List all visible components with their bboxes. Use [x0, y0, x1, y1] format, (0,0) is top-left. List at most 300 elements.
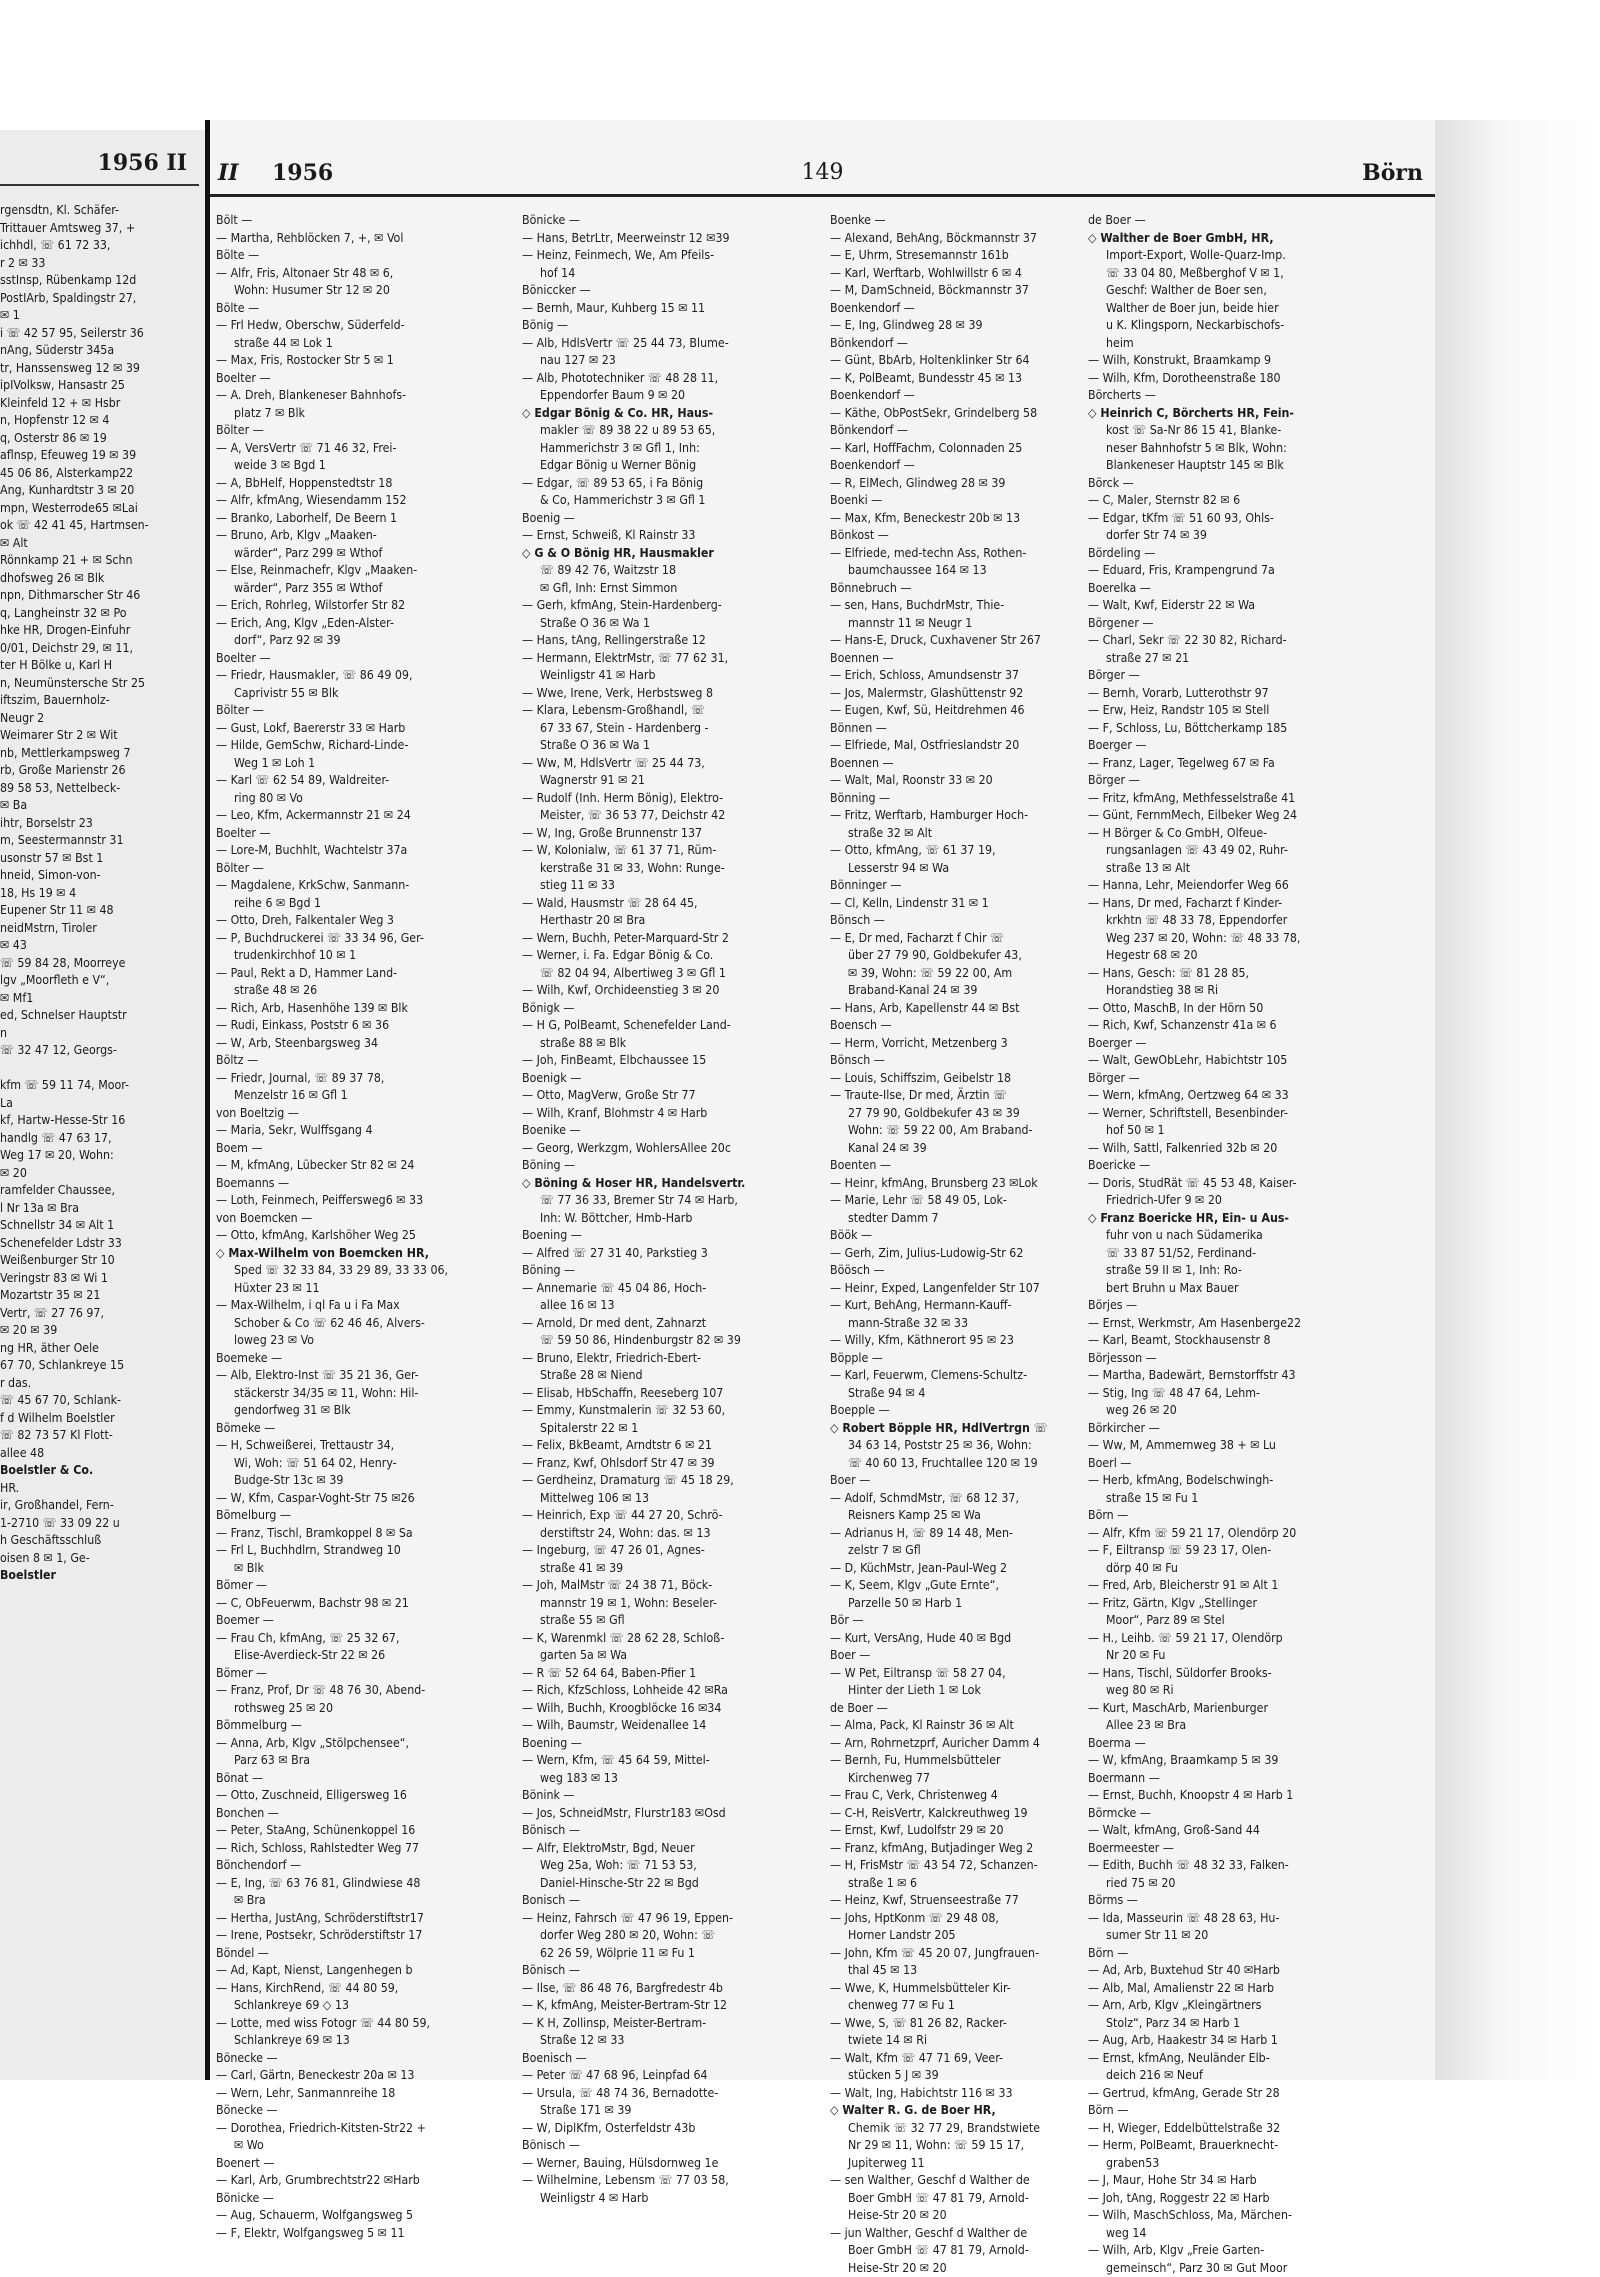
surname-heading: Boemanns —: [216, 1175, 438, 1193]
directory-entry-line: dörp 40 ✉ Fu: [1088, 1560, 1310, 1578]
directory-entry-line: Lesserstr 94 ✉ Wa: [830, 860, 1052, 878]
directory-entry-line: — Ernst, Schweiß, Kl Rainstr 33: [522, 527, 744, 545]
directory-entry-line: Heise-Str 20 ✉ 20: [830, 2207, 1052, 2225]
surname-heading: Bölte —: [216, 300, 438, 318]
directory-entry-line: — Anna, Arb, Klgv „Stölpchensee“,: [216, 1735, 438, 1753]
left-page-line: aflnsp, Efeuweg 19 ✉ 39: [0, 447, 197, 465]
left-page-line: handlg ☏ 47 63 17,: [0, 1130, 197, 1148]
directory-entry-line: Blankeneser Hauptstr 145 ✉ Blk: [1088, 457, 1310, 475]
header-rule: [210, 194, 1435, 197]
directory-column-1: [216, 212, 438, 2042]
directory-entry-line: zelstr 7 ✉ Gfl: [830, 1542, 1052, 1560]
surname-heading: Börger —: [1088, 667, 1310, 685]
surname-heading: Böpple —: [830, 1350, 1052, 1368]
directory-entry-line: Geschf: Walther de Boer sen,: [1088, 282, 1310, 300]
left-page-line: Rönnkamp 21 + ✉ Schn: [0, 552, 197, 570]
directory-entry-line: — Frau C, Verk, Christenweg 4: [830, 1787, 1052, 1805]
directory-entry-line: — Wwe, S, ☏ 81 26 82, Racker-: [830, 2015, 1052, 2033]
directory-entry-line: — K, kfmAng, Meister-Bertram-Str 12: [522, 1997, 744, 2015]
directory-entry-line: wärder“, Parz 299 ✉ Wthof: [216, 545, 438, 563]
directory-entry-line: — Erw, Heiz, Randstr 105 ✉ Stell: [1088, 702, 1310, 720]
directory-entry-line: — Herb, kfmAng, Bodelschwingh-: [1088, 1472, 1310, 1490]
directory-entry-line: — Frl Hedw, Oberschw, Süderfeld-: [216, 317, 438, 335]
directory-entry-line: — Alfred ☏ 27 31 40, Parkstieg 3: [522, 1245, 744, 1263]
surname-heading: de Boer —: [830, 1700, 1052, 1718]
directory-entry-line: — Hans, Arb, Kapellenstr 44 ✉ Bst: [830, 1000, 1052, 1018]
directory-entry-line: — Peter, StaAng, Schünenkoppel 16: [216, 1822, 438, 1840]
directory-entry-line: — Martha, Badewärt, Bernstorffstr 43: [1088, 1367, 1310, 1385]
directory-entry-line: — Jos, Malermstr, Glashüttenstr 92: [830, 685, 1052, 703]
surname-heading: Böning —: [522, 1157, 744, 1175]
directory-entry-line: — Otto, MaschB, In der Hörn 50: [1088, 1000, 1310, 1018]
directory-entry-line: — Werner, Bauing, Hülsdornweg 1e: [522, 2155, 744, 2173]
directory-entry-line: — Ilse, ☏ 86 48 76, Bargfredestr 4b: [522, 1980, 744, 1998]
directory-entry-line: — Bruno, Arb, Klgv „Maaken-: [216, 527, 438, 545]
year-label: 1956: [272, 160, 333, 186]
directory-entry-line: ☏ 77 36 33, Bremer Str 74 ✉ Harb,: [522, 1192, 744, 1210]
directory-entry-line: Friedrich-Ufer 9 ✉ 20: [1088, 1192, 1310, 1210]
directory-entry-line: — Hans, tAng, Rellingerstraße 12: [522, 632, 744, 650]
directory-entry-line: Hinter der Lieth 1 ✉ Lok: [830, 1682, 1052, 1700]
directory-entry-line: ☏ 59 50 86, Hindenburgstr 82 ✉ 39: [522, 1332, 744, 1350]
directory-entry-line: — Karl ☏ 62 54 89, Waldreiter-: [216, 772, 438, 790]
left-page-line: ipIVolksw, Hansastr 25: [0, 377, 197, 395]
surname-heading: Boerger —: [1088, 1035, 1310, 1053]
directory-entry-line: ✉ 39, Wohn: ☏ 59 22 00, Am: [830, 965, 1052, 983]
volume-label: II: [218, 160, 239, 186]
left-page-line: tr, Hanssensweg 12 ✉ 39: [0, 360, 197, 378]
directory-entry-line: — A. Dreh, Blankeneser Bahnhofs-: [216, 387, 438, 405]
directory-entry-line: 27 79 90, Goldbekufer 43 ✉ 39: [830, 1105, 1052, 1123]
left-page-line: Vertr, ☏ 27 76 97,: [0, 1305, 197, 1323]
directory-entry-line: — Max-Wilhelm, i ql Fa u i Fa Max: [216, 1297, 438, 1315]
surname-heading: Boenkendorf —: [830, 387, 1052, 405]
left-page-line: ✉ 20 ✉ 39: [0, 1322, 197, 1340]
left-page-line: neidMstrn, Tiroler: [0, 920, 197, 938]
directory-entry-line: dorfer Str 74 ✉ 39: [1088, 527, 1310, 545]
left-page-line: Weimarer Str 2 ✉ Wit: [0, 727, 197, 745]
surname-heading: Bönnebruch —: [830, 580, 1052, 598]
left-page-line: Veringstr 83 ✉ Wi 1: [0, 1270, 197, 1288]
directory-entry-line: straße 32 ✉ Alt: [830, 825, 1052, 843]
left-page-line: Schnellstr 34 ✉ Alt 1: [0, 1217, 197, 1235]
surname-heading: Boemer —: [216, 1612, 438, 1630]
directory-entry-line: kost ☏ Sa-Nr 86 15 41, Blanke-: [1088, 422, 1310, 440]
left-page-line: ☏ 32 47 12, Georgs-: [0, 1042, 197, 1060]
directory-entry-line: ring 80 ✉ Vo: [216, 790, 438, 808]
directory-entry-line: — C, ObFeuerwm, Bachstr 98 ✉ 21: [216, 1595, 438, 1613]
surname-heading: Bönchendorf —: [216, 1857, 438, 1875]
directory-entry-line: — Wwe, Irene, Verk, Herbstsweg 8: [522, 685, 744, 703]
directory-entry-line: — D, KüchMstr, Jean-Paul-Weg 2: [830, 1560, 1052, 1578]
directory-entry-line: — Joh, tAng, Roggestr 22 ✉ Harb: [1088, 2190, 1310, 2208]
directory-entry-line: Elise-Averdieck-Str 22 ✉ 26: [216, 1647, 438, 1665]
directory-entry-line: Weg 1 ✉ Loh 1: [216, 755, 438, 773]
directory-entry-line: Nr 20 ✉ Fu: [1088, 1647, 1310, 1665]
left-page-line: r das.: [0, 1375, 197, 1393]
directory-entry-line: fuhr von u nach Südamerika: [1088, 1227, 1310, 1245]
directory-entry-line: — Walt, Mal, Roonstr 33 ✉ 20: [830, 772, 1052, 790]
directory-entry-line: weg 80 ✉ Ri: [1088, 1682, 1310, 1700]
directory-entry-line: — Carl, Gärtn, Beneckestr 20a ✉ 13: [216, 2067, 438, 2085]
directory-entry-line: ☏ 89 42 76, Waitzstr 18: [522, 562, 744, 580]
directory-entry-line: — Erich, Rohrleg, Wilstorfer Str 82: [216, 597, 438, 615]
directory-entry-line: — Fred, Arb, Bleicherstr 91 ✉ Alt 1: [1088, 1577, 1310, 1595]
directory-entry-line: — E, Uhrm, Stresemannstr 161b: [830, 247, 1052, 265]
directory-entry-line: — K H, Zollinsp, Meister-Bertram-: [522, 2015, 744, 2033]
directory-entry-line: bert Bruhn u Max Bauer: [1088, 1280, 1310, 1298]
left-page-line: iftszim, Bauernholz-: [0, 692, 197, 710]
left-page-line: rb, Große Marienstr 26: [0, 762, 197, 780]
left-page-line: Kleinfeld 12 + ✉ Hsbr: [0, 395, 197, 413]
directory-entry-line: — Walt, GewObLehr, Habichtstr 105: [1088, 1052, 1310, 1070]
directory-entry-line: Inh: W. Böttcher, Hmb-Harb: [522, 1210, 744, 1228]
directory-entry-line: — Magdalene, KrkSchw, Sanmann-: [216, 877, 438, 895]
surname-heading: Bönsch —: [830, 1052, 1052, 1070]
directory-entry-line: twiete 14 ✉ Ri: [830, 2032, 1052, 2050]
directory-entry-line: — Georg, Werkzgm, WohlersAllee 20c: [522, 1140, 744, 1158]
directory-entry-line: — Charl, Sekr ☏ 22 30 82, Richard-: [1088, 632, 1310, 650]
surname-heading: Boenke —: [830, 212, 1052, 230]
directory-entry-line: — Alexand, BehAng, Böckmannstr 37: [830, 230, 1052, 248]
directory-entry-line: Edgar Bönig u Werner Bönig: [522, 457, 744, 475]
surname-heading: Bönkendorf —: [830, 422, 1052, 440]
left-page-header: 1956 II: [98, 150, 187, 176]
directory-entry-line: — Franz, Lager, Tegelweg 67 ✉ Fa: [1088, 755, 1310, 773]
directory-entry-line: ◇ Böning & Hoser HR, Handelsvertr.: [522, 1175, 744, 1193]
directory-entry-line: — Hertha, JustAng, Schröderstiftstr17: [216, 1910, 438, 1928]
directory-entry-line: weg 26 ✉ 20: [1088, 1402, 1310, 1420]
surname-heading: Boenert —: [216, 2155, 438, 2173]
surname-heading: von Boemcken —: [216, 1210, 438, 1228]
directory-entry-line: — Hans, Dr med, Facharzt f Kinder-: [1088, 895, 1310, 913]
directory-entry-line: — Adrianus H, ☏ 89 14 48, Men-: [830, 1525, 1052, 1543]
directory-entry-line: Heise-Str 20 ✉ 20: [830, 2260, 1052, 2277]
directory-entry-line: — Otto, Zuschneid, Elligersweg 16: [216, 1787, 438, 1805]
surname-heading: Boenike —: [522, 1122, 744, 1140]
surname-heading: Bönisch —: [522, 1962, 744, 1980]
directory-entry-line: — Rich, Schloss, Rahlstedter Weg 77: [216, 1840, 438, 1858]
surname-heading: Boennen —: [830, 755, 1052, 773]
directory-entry-line: — Max, Fris, Rostocker Str 5 ✉ 1: [216, 352, 438, 370]
directory-entry-line: — Maria, Sekr, Wulffsgang 4: [216, 1122, 438, 1140]
directory-entry-line: — Emmy, Kunstmalerin ☏ 32 53 60,: [522, 1402, 744, 1420]
directory-entry-line: Wi, Woh: ☏ 51 64 02, Henry-: [216, 1455, 438, 1473]
directory-entry-line: ◇ Robert Böpple HR, HdlVertrgn ☏: [830, 1420, 1052, 1438]
directory-entry-line: dorfer Weg 280 ✉ 20, Wohn: ☏: [522, 1927, 744, 1945]
directory-entry-line: — Max, Kfm, Beneckestr 20b ✉ 13: [830, 510, 1052, 528]
directory-entry-line: straße 41 ✉ 39: [522, 1560, 744, 1578]
directory-column-2: [522, 212, 744, 2042]
directory-entry-line: — Rudolf (Inh. Herm Bönig), Elektro-: [522, 790, 744, 808]
directory-entry-line: — Edith, Buchh ☏ 48 32 33, Falken-: [1088, 1857, 1310, 1875]
directory-entry-line: — sen, Hans, BuchdrMstr, Thie-: [830, 597, 1052, 615]
surname-heading: Boensch —: [830, 1017, 1052, 1035]
directory-entry-line: — Hans, KirchRend, ☏ 44 80 59,: [216, 1980, 438, 1998]
directory-entry-line: — F, Schloss, Lu, Böttcherkamp 185: [1088, 720, 1310, 738]
left-page-line: Weißenburger Str 10: [0, 1252, 197, 1270]
directory-entry-line: graben53: [1088, 2155, 1310, 2173]
surname-heading: Böltz —: [216, 1052, 438, 1070]
directory-entry-line: — Eugen, Kwf, Sü, Heitdrehmen 46: [830, 702, 1052, 720]
directory-entry-line: — F, Elektr, Wolfgangsweg 5 ✉ 11: [216, 2225, 438, 2243]
surname-heading: Bönicke —: [216, 2190, 438, 2208]
directory-entry-line: straße 55 ✉ Gfl: [522, 1612, 744, 1630]
directory-entry-line: — Friedr, Hausmakler, ☏ 86 49 09,: [216, 667, 438, 685]
left-page-line: hneid, Simon-von-: [0, 867, 197, 885]
directory-entry-line: Hammerichstr 3 ✉ Gfl 1, Inh:: [522, 440, 744, 458]
directory-entry-line: gendorfweg 31 ✉ Blk: [216, 1402, 438, 1420]
directory-entry-line: — Leo, Kfm, Ackermannstr 21 ✉ 24: [216, 807, 438, 825]
directory-entry-line: — Wilh, Buchh, Kroogblöcke 16 ✉34: [522, 1700, 744, 1718]
left-page-line: ✉ 43: [0, 937, 197, 955]
directory-entry-line: — Wern, Lehr, Sanmannreihe 18: [216, 2085, 438, 2103]
directory-entry-line: — Karl, Feuerwm, Clemens-Schultz-: [830, 1367, 1052, 1385]
surname-heading: Bölt —: [216, 212, 438, 230]
guide-word: Börn: [1362, 160, 1423, 186]
directory-entry-line: Wohn: Husumer Str 12 ✉ 20: [216, 282, 438, 300]
directory-entry-line: stedter Damm 7: [830, 1210, 1052, 1228]
left-page-line: f d Wilhelm Boelstler: [0, 1410, 197, 1428]
directory-entry-line: ☏ 82 04 94, Albertiweg 3 ✉ Gfl 1: [522, 965, 744, 983]
surname-heading: Börn —: [1088, 1507, 1310, 1525]
left-page-line: Eupener Str 11 ✉ 48: [0, 902, 197, 920]
left-page-line: ihtr, Borselstr 23: [0, 815, 197, 833]
directory-entry-line: mannstr 11 ✉ Neugr 1: [830, 615, 1052, 633]
surname-heading: Boermann —: [1088, 1770, 1310, 1788]
directory-entry-line: Boer GmbH ☏ 47 81 79, Arnold-: [830, 2190, 1052, 2208]
directory-entry-line: — Hanna, Lehr, Meiendorfer Weg 66: [1088, 877, 1310, 895]
surname-heading: Bönisch —: [522, 1822, 744, 1840]
directory-entry-line: — Loth, Feinmech, Peiffersweg6 ✉ 33: [216, 1192, 438, 1210]
directory-entry-line: weg 183 ✉ 13: [522, 1770, 744, 1788]
directory-entry-line: ◇ Franz Boericke HR, Ein- u Aus-: [1088, 1210, 1310, 1228]
directory-entry-line: rothsweg 25 ✉ 20: [216, 1700, 438, 1718]
directory-entry-line: mannstr 19 ✉ 1, Wohn: Beseler-: [522, 1595, 744, 1613]
directory-entry-line: — Gerh, kfmAng, Stein-Hardenberg-: [522, 597, 744, 615]
directory-entry-line: Schlankreye 69 ◇ 13: [216, 1997, 438, 2015]
directory-entry-line: — Alb, HdlsVertr ☏ 25 44 73, Blume-: [522, 335, 744, 353]
directory-entry-line: — Heinz, Fahrsch ☏ 47 96 19, Eppen-: [522, 1910, 744, 1928]
directory-entry-line: — Herm, Vorricht, Metzenberg 3: [830, 1035, 1052, 1053]
directory-entry-line: Parz 63 ✉ Bra: [216, 1752, 438, 1770]
directory-entry-line: — Hans-E, Druck, Cuxhavener Str 267: [830, 632, 1052, 650]
left-page-line: nb, Mettlerkampsweg 7: [0, 745, 197, 763]
surname-heading: Boelter —: [216, 650, 438, 668]
surname-heading: Boermeester —: [1088, 1840, 1310, 1858]
directory-entry-line: — Ad, Arb, Buxtehud Str 40 ✉Harb: [1088, 1962, 1310, 1980]
surname-heading: Börger —: [1088, 772, 1310, 790]
directory-entry-line: straße 48 ✉ 26: [216, 982, 438, 1000]
directory-entry-line: — H G, PolBeamt, Schenefelder Land-: [522, 1017, 744, 1035]
directory-entry-line: — E, Ing, ☏ 63 76 81, Glindwiese 48: [216, 1875, 438, 1893]
directory-entry-line: — Fritz, Gärtn, Klgv „Stellinger: [1088, 1595, 1310, 1613]
directory-entry-line: — A, VersVertr ☏ 71 46 32, Frei-: [216, 440, 438, 458]
directory-entry-line: — Elfriede, Mal, Ostfrieslandstr 20: [830, 737, 1052, 755]
directory-entry-line: — Eduard, Fris, Krampengrund 7a: [1088, 562, 1310, 580]
directory-entry-line: Moor“, Parz 89 ✉ Stel: [1088, 1612, 1310, 1630]
directory-entry-line: — Doris, StudRät ☏ 45 53 48, Kaiser-: [1088, 1175, 1310, 1193]
surname-heading: Bonisch —: [522, 1892, 744, 1910]
directory-entry-line: 34 63 14, Poststr 25 ✉ 36, Wohn:: [830, 1437, 1052, 1455]
directory-entry-line: — Bruno, Elektr, Friedrich-Ebert-: [522, 1350, 744, 1368]
directory-entry-line: — jun Walther, Geschf d Walther de: [830, 2225, 1052, 2243]
left-page-line: ☏ 45 67 70, Schlank-: [0, 1392, 197, 1410]
left-page-line: usonstr 57 ✉ Bst 1: [0, 850, 197, 868]
directory-entry-line: — W, Arb, Steenbargsweg 34: [216, 1035, 438, 1053]
directory-entry-line: — Louis, Schiffszim, Geibelstr 18: [830, 1070, 1052, 1088]
left-page-line: lgv „Moorfleth e V“,: [0, 972, 197, 990]
directory-entry-line: — Fritz, Werftarb, Hamburger Hoch-: [830, 807, 1052, 825]
directory-entry-line: — R ☏ 52 64 64, Baben-Pfier 1: [522, 1665, 744, 1683]
directory-entry-line: heim: [1088, 335, 1310, 353]
directory-entry-line: straße 59 II ✉ 1, Inh: Ro-: [1088, 1262, 1310, 1280]
directory-entry-line: — Adolf, SchmdMstr, ☏ 68 12 37,: [830, 1490, 1052, 1508]
directory-entry-line: chenweg 77 ✉ Fu 1: [830, 1997, 1052, 2015]
directory-entry-line: rungsanlagen ☏ 43 49 02, Ruhr-: [1088, 842, 1310, 860]
surname-heading: Boenki —: [830, 492, 1052, 510]
directory-entry-line: trudenkirchhof 10 ✉ 1: [216, 947, 438, 965]
directory-entry-line: — Ernst, Kwf, Ludolfstr 29 ✉ 20: [830, 1822, 1052, 1840]
directory-entry-line: — H., Leihb. ☏ 59 21 17, Olendörp: [1088, 1630, 1310, 1648]
left-page-line: ☏ 82 73 57 Kl Flott-: [0, 1427, 197, 1445]
directory-entry-line: deich 216 ✉ Neuf: [1088, 2067, 1310, 2085]
surname-heading: Börger —: [1088, 1070, 1310, 1088]
directory-entry-line: Kanal 24 ✉ 39: [830, 1140, 1052, 1158]
directory-entry-line: Spitalerstr 22 ✉ 1: [522, 1420, 744, 1438]
directory-entry-line: — Walt, Ing, Habichtstr 116 ✉ 33: [830, 2085, 1052, 2103]
left-page-line: 45 06 86, Alsterkamp22: [0, 465, 197, 483]
directory-entry-line: thal 45 ✉ 13: [830, 1962, 1052, 1980]
directory-entry-line: — Otto, Dreh, Falkentaler Weg 3: [216, 912, 438, 930]
left-page-line: Boelstler: [0, 1567, 197, 1585]
directory-entry-line: — Hilde, GemSchw, Richard-Linde-: [216, 737, 438, 755]
directory-entry-line: — Ernst, Werkmstr, Am Hasenberge22: [1088, 1315, 1310, 1333]
surname-heading: Bönat —: [216, 1770, 438, 1788]
directory-entry-line: — Stig, Ing ☏ 48 47 64, Lehm-: [1088, 1385, 1310, 1403]
directory-entry-line: — Ernst, kfmAng, Neuländer Elb-: [1088, 2050, 1310, 2068]
directory-entry-line: Straße O 36 ✉ Wa 1: [522, 737, 744, 755]
directory-entry-line: — Heinz, Kwf, Struenseestraße 77: [830, 1892, 1052, 1910]
surname-heading: Börgener —: [1088, 615, 1310, 633]
left-page-line: Mozartstr 35 ✉ 21: [0, 1287, 197, 1305]
directory-entry-line: — W, Kfm, Caspar-Voght-Str 75 ✉26: [216, 1490, 438, 1508]
directory-entry-line: krkhtn ☏ 48 33 78, Eppendorfer: [1088, 912, 1310, 930]
directory-entry-line: Horandstieg 38 ✉ Ri: [1088, 982, 1310, 1000]
directory-entry-line: ☏ 33 04 80, Meßberghof V ✉ 1,: [1088, 265, 1310, 283]
directory-entry-line: — Bernh, Fu, Hummelsbütteler: [830, 1752, 1052, 1770]
left-page-line: 67 70, Schlankreye 15: [0, 1357, 197, 1375]
directory-entry-line: — Alfr, kfmAng, Wiesendamm 152: [216, 492, 438, 510]
surname-heading: Bömer —: [216, 1665, 438, 1683]
surname-heading: Boenkendorf —: [830, 457, 1052, 475]
directory-entry-line: — W, Ing, Große Brunnenstr 137: [522, 825, 744, 843]
directory-entry-line: stücken 5 J ✉ 39: [830, 2067, 1052, 2085]
directory-entry-line: — Martha, Rehblöcken 7, +, ✉ Vol: [216, 230, 438, 248]
surname-heading: Boepple —: [830, 1402, 1052, 1420]
surname-heading: Bönink —: [522, 1787, 744, 1805]
directory-entry-line: straße 15 ✉ Fu 1: [1088, 1490, 1310, 1508]
surname-heading: Boerma —: [1088, 1735, 1310, 1753]
surname-heading: Börcherts —: [1088, 387, 1310, 405]
directory-entry-line: straße 27 ✉ 21: [1088, 650, 1310, 668]
left-page-header-rule: [0, 184, 199, 186]
directory-entry-line: dorf“, Parz 92 ✉ 39: [216, 632, 438, 650]
directory-entry-line: — Franz, Tischl, Bramkoppel 8 ✉ Sa: [216, 1525, 438, 1543]
directory-entry-line: Stolz“, Parz 34 ✉ Harb 1: [1088, 2015, 1310, 2033]
directory-entry-line: — Wilh, Sattl, Falkenried 32b ✉ 20: [1088, 1140, 1310, 1158]
surname-heading: Bömeke —: [216, 1420, 438, 1438]
directory-entry-line: Herthastr 20 ✉ Bra: [522, 912, 744, 930]
left-page-line: ichhdl, ☏ 61 72 33,: [0, 237, 197, 255]
directory-entry-line: Mittelweg 106 ✉ 13: [522, 1490, 744, 1508]
directory-entry-line: — R, ElMech, Glindweg 28 ✉ 39: [830, 475, 1052, 493]
directory-page: [210, 120, 1435, 2080]
directory-entry-line: — Klara, Lebensm-Großhandl, ☏: [522, 702, 744, 720]
directory-entry-line: — H Börger & Co GmbH, Olfeue-: [1088, 825, 1310, 843]
left-page-line: m, Seestermannstr 31: [0, 832, 197, 850]
directory-entry-line: — Rich, Arb, Hasenhöhe 139 ✉ Blk: [216, 1000, 438, 1018]
surname-heading: Boer —: [830, 1647, 1052, 1665]
directory-entry-line: Hüxter 23 ✉ 11: [216, 1280, 438, 1298]
directory-entry-line: Import-Export, Wolle-Quarz-Imp.: [1088, 247, 1310, 265]
left-page-line: i ☏ 42 57 95, Seilerstr 36: [0, 325, 197, 343]
directory-entry-line: — Karl, Werftarb, Wohlwillstr 6 ✉ 4: [830, 265, 1052, 283]
surname-heading: Boennen —: [830, 650, 1052, 668]
surname-heading: Bönkendorf —: [830, 335, 1052, 353]
directory-column-3: [830, 212, 1052, 2042]
left-page-line: 0/01, Deichstr 29, ✉ 11,: [0, 640, 197, 658]
directory-entry-line: Wagnerstr 91 ✉ 21: [522, 772, 744, 790]
directory-entry-line: — Dorothea, Friedrich-Kitsten-Str22 +: [216, 2120, 438, 2138]
left-page-line: 89 58 53, Nettelbeck-: [0, 780, 197, 798]
directory-entry-line: ◇ Walter R. G. de Boer HR,: [830, 2102, 1052, 2120]
surname-heading: Börn —: [1088, 2102, 1310, 2120]
directory-entry-line: — C, Maler, Sternstr 82 ✉ 6: [1088, 492, 1310, 510]
directory-entry-line: allee 16 ✉ 13: [522, 1297, 744, 1315]
directory-entry-line: Chemik ☏ 32 77 29, Brandstwiete: [830, 2120, 1052, 2138]
directory-entry-line: — Ernst, Buchh, Knoopstr 4 ✉ Harb 1: [1088, 1787, 1310, 1805]
directory-entry-line: 62 26 59, Wölprie 11 ✉ Fu 1: [522, 1945, 744, 1963]
directory-entry-line: nau 127 ✉ 23: [522, 352, 744, 370]
directory-entry-line: — Alb, Mal, Amalienstr 22 ✉ Harb: [1088, 1980, 1310, 1998]
left-page-line: ter H Bölke u, Karl H: [0, 657, 197, 675]
directory-entry-line: — Walt, Kwf, Eiderstr 22 ✉ Wa: [1088, 597, 1310, 615]
left-page-line: n, Hopfenstr 12 ✉ 4: [0, 412, 197, 430]
left-page-line: n, Neumünstersche Str 25: [0, 675, 197, 693]
surname-heading: von Boeltzig —: [216, 1105, 438, 1123]
directory-entry-line: — Traute-Ilse, Dr med, Ärztin ☏: [830, 1087, 1052, 1105]
left-page-line: q, Osterstr 86 ✉ 19: [0, 430, 197, 448]
directory-entry-line: — E, Dr med, Facharzt f Chir ☏: [830, 930, 1052, 948]
left-page-line: hke HR, Drogen-Einfuhr: [0, 622, 197, 640]
directory-entry-line: — Aug, Arb, Haakestr 34 ✉ Harb 1: [1088, 2032, 1310, 2050]
surname-heading: Boer —: [830, 1472, 1052, 1490]
left-page-line: allee 48: [0, 1445, 197, 1463]
left-page-line: mpn, Westerrode65 ✉Lai: [0, 500, 197, 518]
directory-entry-line: u K. Klingsporn, Neckarbischofs-: [1088, 317, 1310, 335]
surname-heading: de Boer —: [1088, 212, 1310, 230]
directory-entry-line: — Wern, Kfm, ☏ 45 64 59, Mittel-: [522, 1752, 744, 1770]
directory-entry-line: — Wilh, Kranf, Blohmstr 4 ✉ Harb: [522, 1105, 744, 1123]
directory-entry-line: — Heinr, Exped, Langenfelder Str 107: [830, 1280, 1052, 1298]
directory-entry-line: — Ursula, ☏ 48 74 36, Bernadotte-: [522, 2085, 744, 2103]
directory-entry-line: ◇ Max-Wilhelm von Boemcken HR,: [216, 1245, 438, 1263]
directory-entry-line: ◇ G & O Bönig HR, Hausmakler: [522, 545, 744, 563]
directory-entry-line: hof 14: [522, 265, 744, 283]
left-page-line: kfm ☏ 59 11 74, Moor-: [0, 1077, 197, 1095]
left-page-line: ✉ 20: [0, 1165, 197, 1183]
